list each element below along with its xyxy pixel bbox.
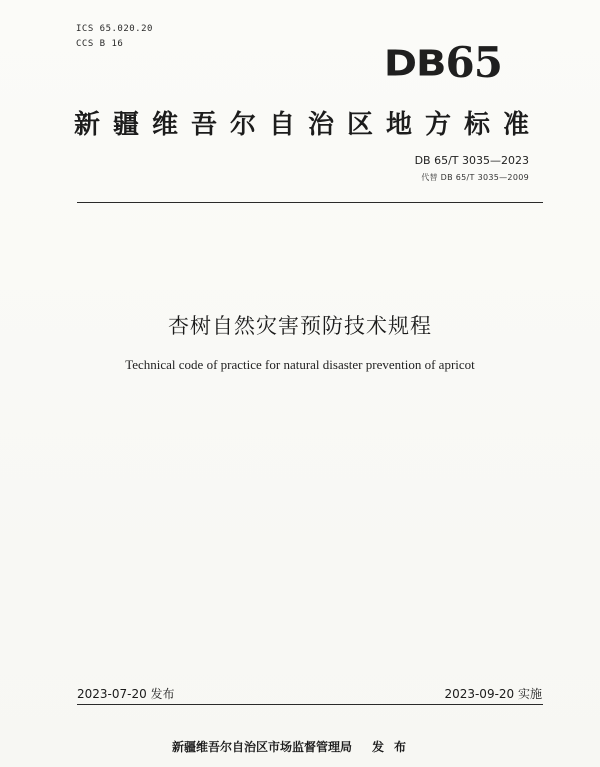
title-english: Technical code of practice for natural disaster prevention of apricot (125, 357, 475, 372)
title-chinese: 杏树自然灾害预防技术规程 (168, 314, 432, 338)
db-logo (383, 38, 502, 87)
ics-code: ICS 65.020.20 (76, 24, 153, 34)
db-logo-prefix: DB (383, 43, 446, 85)
issue-date: 2023-07-20 发布 (77, 687, 175, 701)
publisher-name: 新疆维吾尔自治区市场监督管理局 (172, 740, 353, 754)
db-logo-number: 65 (445, 38, 502, 87)
replaced-standard: 代替 DB 65/T 3035—2009 (421, 173, 529, 182)
top-divider (77, 202, 543, 203)
standard-number: DB 65/T 3035—2023 (414, 154, 529, 167)
publisher-line (172, 738, 416, 755)
org-title: 新疆维吾尔自治区地方标准 (74, 110, 543, 140)
ccs-code: CCS B 16 (76, 39, 124, 49)
bottom-divider (77, 704, 543, 705)
implementation-date: 2023-09-20 实施 (444, 687, 542, 701)
publish-label: 发布 (372, 740, 417, 754)
classification-codes (76, 22, 153, 52)
